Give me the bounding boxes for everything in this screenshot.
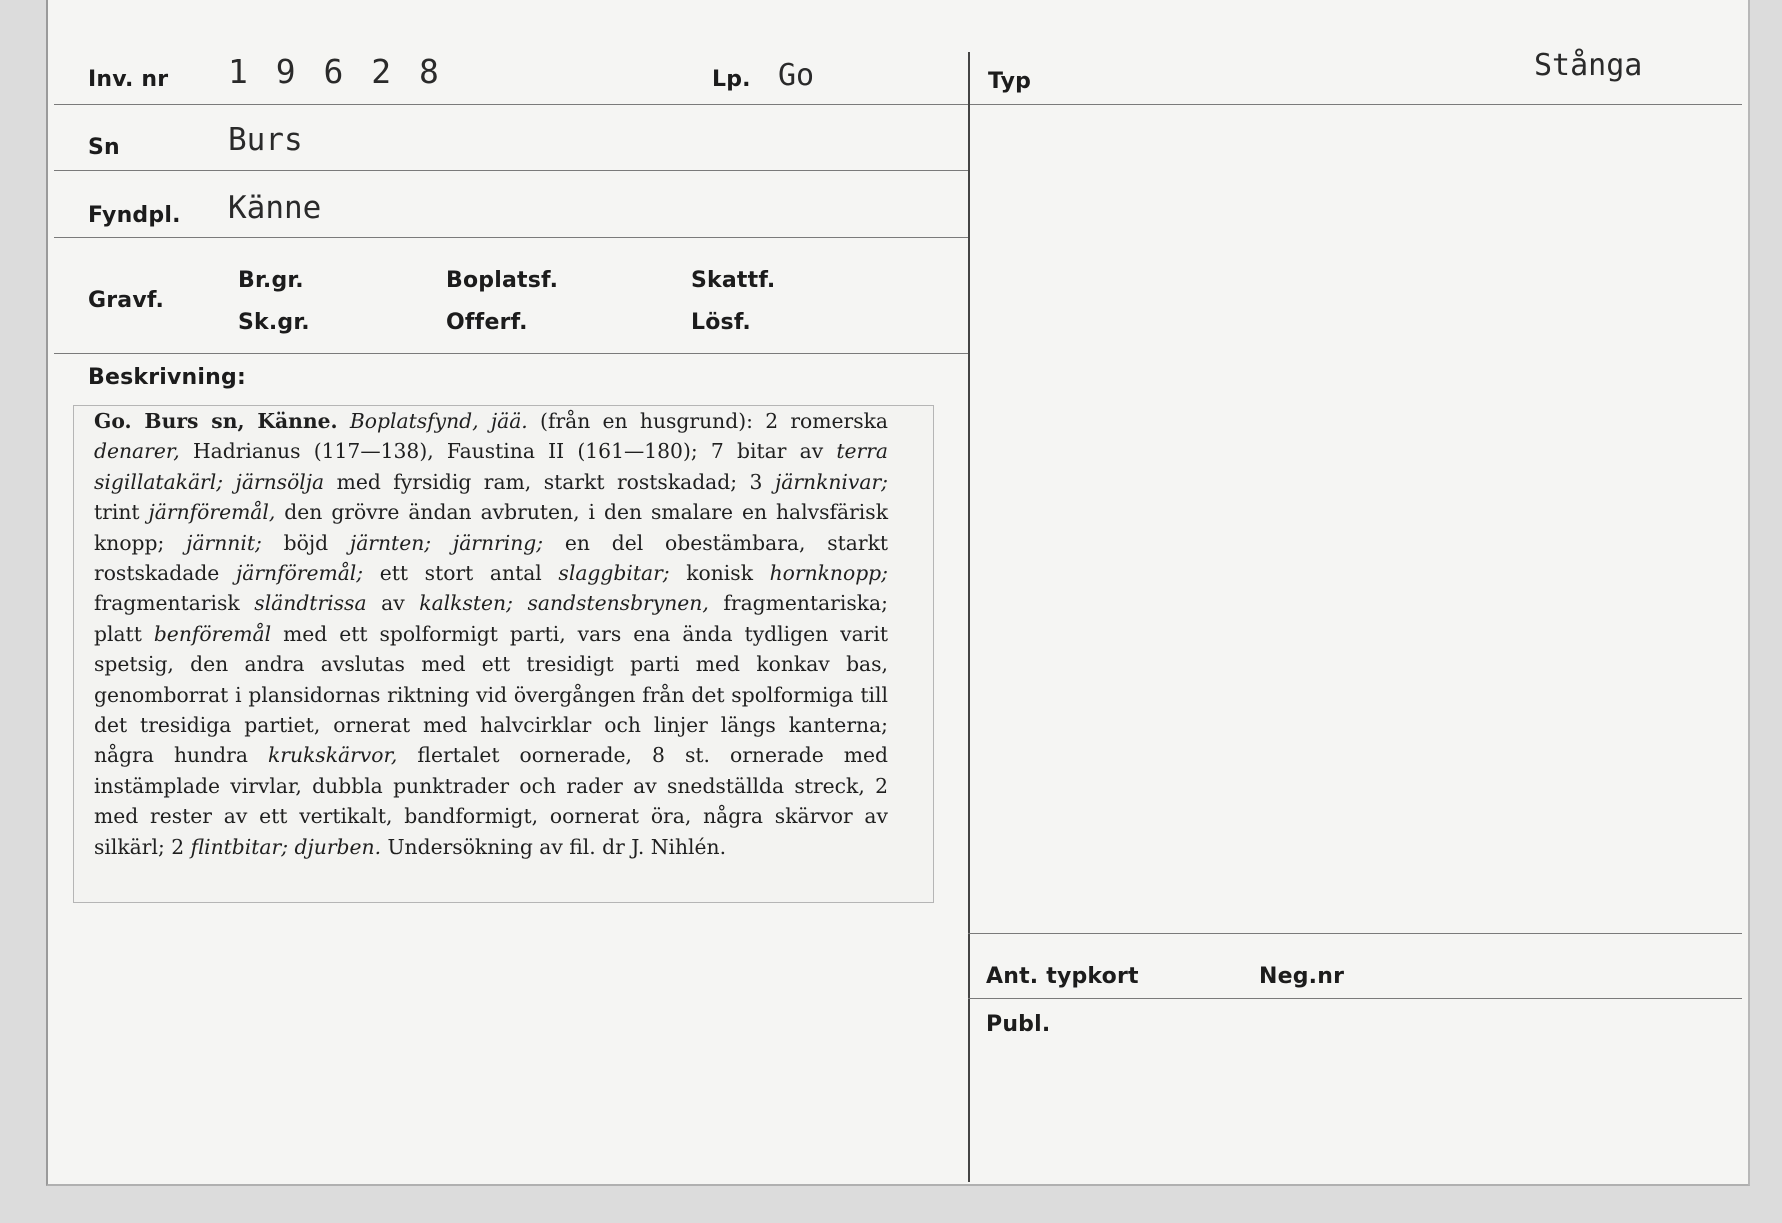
- description-segment: flintbitar; djurben.: [190, 834, 382, 859]
- description-segment: terra sigillatakärl; järnsölja: [94, 439, 888, 494]
- description-segment: Undersökning av fil. dr J. Nihlén.: [381, 834, 727, 859]
- lp-value: Go: [778, 58, 815, 93]
- description-segment: (från en husgrund): 2 romerska: [527, 409, 888, 433]
- gravf-label: Gravf.: [88, 288, 165, 313]
- beskrivning-label: Beskrivning:: [88, 365, 246, 390]
- description-segment: Hadrianus (117—138), Faustina II (161—180); 7 bitar av: [179, 439, 837, 464]
- description-segment: järnföremål;: [235, 561, 364, 586]
- publ-label: Publ.: [986, 1012, 1051, 1037]
- column-divider: [968, 52, 970, 1182]
- description-segment: fragmentarisk: [94, 591, 255, 616]
- description-segment: fragmentariska; platt: [94, 591, 888, 646]
- inv-nr-value: 1 9 6 2 8: [228, 52, 443, 91]
- ant-typkort-label: Ant. typkort: [986, 964, 1139, 989]
- divider-footer-mid: [968, 998, 1742, 999]
- description-segment: kalksten; sandstensbrynen,: [419, 591, 709, 616]
- description-segment: konisk: [669, 561, 770, 586]
- description-segment: en del obestämbara, starkt rostskadade: [94, 530, 889, 586]
- description-segment: [338, 409, 350, 433]
- offerf-label: Offerf.: [446, 310, 528, 335]
- description-segment: Go. Burs sn, Känne.: [94, 409, 338, 433]
- divider-fyndpl: [54, 237, 968, 238]
- divider-footer-top: [968, 933, 1742, 934]
- skgr-label: Sk.gr.: [238, 310, 310, 335]
- description-segment: slaggbitar;: [558, 561, 670, 586]
- description-segment: järnföremål,: [148, 500, 276, 525]
- boplatsf-label: Boplatsf.: [446, 268, 559, 293]
- brgr-label: Br.gr.: [238, 268, 304, 293]
- description-segment: Boplatsfynd, jää.: [349, 409, 528, 433]
- description-segment: järnnit;: [186, 530, 262, 555]
- description-segment: sländtrissa: [254, 591, 367, 616]
- description-segment: med ett spolformigt parti, vars ena ända tydligen varit spetsig, den andra avslutas med ett tresidigt parti med konkav bas, genomborrat i plansidornas riktning vid övergången från det spolformiga till det tresidiga partiet, ornerat med halvcirklar och linjer längs kanterna; några hundra: [94, 621, 888, 768]
- lp-label: Lp.: [712, 67, 751, 92]
- description-segment: flertalet oornerade, 8 st. ornerade med instämplade virvlar, dubbla punktrader och rader av snedställda streck, 2 med rester av ett vertikalt, bandformigt, oornerat öra, några skärvor av silkärl; 2: [94, 743, 888, 859]
- description-segment: böjd: [261, 530, 350, 555]
- divider-header: [54, 104, 968, 105]
- description-segment: järnten; järnring;: [349, 530, 544, 555]
- description-segment: ett stort antal: [363, 561, 559, 586]
- skattf-label: Skattf.: [691, 268, 776, 293]
- losf-label: Lösf.: [691, 310, 751, 335]
- description-segment: av: [366, 591, 420, 616]
- place-stamp: Stånga: [1534, 48, 1643, 83]
- description-segment: med fyrsidig ram, starkt rostskadad; 3: [324, 469, 775, 494]
- description-segment: hornknopp;: [769, 561, 888, 586]
- description-segment: benföremål: [153, 621, 272, 646]
- sn-value: Burs: [228, 122, 303, 158]
- neg-nr-label: Neg.nr: [1259, 964, 1345, 989]
- divider-gravf: [54, 353, 968, 354]
- fyndpl-label: Fyndpl.: [88, 203, 181, 228]
- description-segment: denarer,: [94, 439, 180, 464]
- description-segment: krukskärvor,: [267, 743, 398, 768]
- description-segment: trint: [94, 500, 149, 525]
- inv-nr-label: Inv. nr: [88, 67, 169, 92]
- description-segment: järnknivar;: [774, 469, 888, 494]
- typ-label: Typ: [988, 69, 1032, 94]
- divider-sn: [54, 170, 968, 171]
- fyndpl-value: Känne: [228, 190, 322, 226]
- divider-typ: [968, 104, 1742, 105]
- description-segment: den grövre ändan avbruten, i den smalare en halvsfärisk knopp;: [94, 500, 888, 555]
- description-text: [94, 406, 888, 862]
- sn-label: Sn: [88, 135, 120, 160]
